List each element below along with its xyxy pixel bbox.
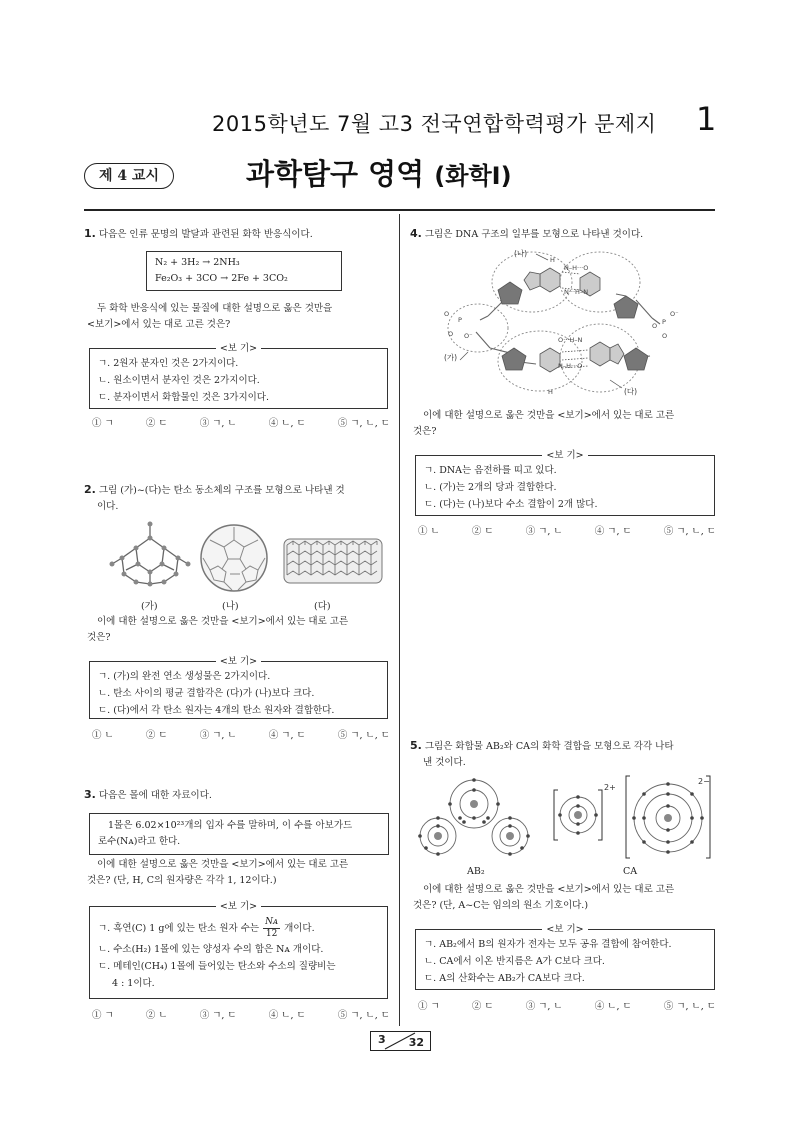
q1-choice-5[interactable]: ⑤ ㄱ, ㄴ, ㄷ bbox=[337, 418, 390, 429]
q3-prompt bbox=[84, 787, 390, 804]
diamond-structure-figure bbox=[108, 518, 192, 592]
subject-sub: (화학Ⅰ) bbox=[434, 162, 512, 190]
svg-text:P: P bbox=[662, 318, 666, 326]
q2-caption-na: (나) bbox=[222, 601, 239, 612]
q3-question-l1: 이에 대한 설명으로 옳은 것만을 <보기>에서 있는 대로 고른 bbox=[97, 859, 349, 870]
svg-text:O⁻: O⁻ bbox=[670, 310, 679, 318]
q3-prompt-text: 다음은 몰에 대한 자료이다. bbox=[98, 790, 212, 801]
q2-prompt-l1: 그림 (가)~(다)는 탄소 동소체의 구조를 모형으로 나타낸 것 bbox=[98, 485, 345, 496]
q1-question bbox=[87, 301, 393, 333]
q3-fraction-num: Nᴀ bbox=[265, 916, 279, 927]
q5-bogi-box bbox=[415, 924, 715, 990]
q3-item-3: ㄷ. 메테인(CH₄) 1몰에 들어있는 탄소와 수소의 질량비는 bbox=[98, 961, 336, 972]
q1-question-l2: <보기>에서 있는 대로 고른 것은? bbox=[87, 319, 231, 330]
q4-prompt-text: 그림은 DNA 구조의 일부를 모형으로 나타낸 것이다. bbox=[424, 229, 644, 240]
svg-text:P: P bbox=[458, 316, 462, 324]
q5-choices bbox=[418, 998, 716, 1012]
q1-number: 1. bbox=[84, 227, 96, 240]
q5-choice-4[interactable]: ④ ㄴ, ㄷ bbox=[594, 1001, 632, 1012]
svg-text:N–H···O: N–H···O bbox=[558, 362, 583, 370]
q5-bogi-label: <보 기> bbox=[542, 924, 587, 935]
period-badge: 제 4 교시 bbox=[84, 163, 174, 189]
svg-text:O: O bbox=[444, 310, 450, 318]
q1-choices bbox=[92, 415, 390, 429]
q5-caption-ab2: AB₂ bbox=[467, 866, 485, 877]
subject-title bbox=[246, 152, 512, 193]
q2-caption-da: (다) bbox=[314, 601, 331, 612]
q1-question-l1: 두 화학 반응식에 있는 물질에 대한 설명으로 옳은 것만을 bbox=[97, 303, 333, 314]
svg-text:O⁻: O⁻ bbox=[464, 332, 473, 340]
q1-prompt-text: 다음은 인류 문명의 발달과 관련된 화학 반응식이다. bbox=[98, 229, 313, 240]
q2-bogi-box bbox=[89, 656, 388, 719]
q4-choices bbox=[418, 523, 716, 537]
svg-text:H: H bbox=[548, 388, 553, 396]
q5-question bbox=[413, 882, 719, 914]
q2-choice-1[interactable]: ① ㄴ bbox=[92, 730, 114, 741]
q5-choice-2[interactable]: ② ㄷ bbox=[471, 1001, 494, 1012]
q4-item-1: ㄱ. DNA는 음전하를 띠고 있다. bbox=[424, 465, 557, 476]
q5-prompt-l1: 그림은 화합물 AB₂와 CA의 화학 결합을 모형으로 각각 나타 bbox=[424, 741, 674, 752]
q1-bogi-box bbox=[89, 343, 388, 409]
page-footer bbox=[370, 1031, 431, 1051]
q2-bogi-label: <보 기> bbox=[216, 656, 261, 667]
q2-prompt-l2: 이다. bbox=[97, 501, 119, 512]
q3-item-2: ㄴ. 수소(H₂) 1몰에 있는 양성자 수의 합은 Nᴀ 개이다. bbox=[98, 944, 324, 955]
svg-text:O: O bbox=[652, 322, 658, 330]
q3-choice-1[interactable]: ① ㄱ bbox=[92, 1010, 114, 1021]
q3-item-3-l2: 4 : 1이다. bbox=[112, 978, 155, 989]
q1-item-1: ㄱ. 2원자 분자인 것은 2가지이다. bbox=[98, 358, 239, 369]
q1-equation-box bbox=[146, 251, 342, 291]
q4-choice-5[interactable]: ⑤ ㄱ, ㄴ, ㄷ bbox=[663, 526, 716, 537]
q4-item-2: ㄴ. (가)는 2개의 당과 결합한다. bbox=[424, 482, 557, 493]
q4-item-3: ㄷ. (다)는 (나)보다 수소 결합이 2개 많다. bbox=[424, 499, 598, 510]
q2-question bbox=[87, 614, 393, 646]
q5-prompt-l2: 낸 것이다. bbox=[423, 757, 466, 768]
subject-main: 과학탐구 영역 bbox=[246, 157, 425, 191]
q4-prompt bbox=[410, 226, 716, 243]
q2-item-1: ㄱ. (가)의 완전 연소 생성물은 2가지이다. bbox=[98, 671, 271, 682]
q5-choice-3[interactable]: ③ ㄱ, ㄴ bbox=[525, 1001, 563, 1012]
q3-choice-2[interactable]: ② ㄴ bbox=[145, 1010, 168, 1021]
q5-item-1: ㄱ. AB₂에서 B의 원자가 전자는 모두 공유 결합에 참여한다. bbox=[424, 939, 672, 950]
q2-question-l2: 것은? bbox=[87, 632, 111, 643]
q4-bogi-label: <보 기> bbox=[542, 450, 587, 461]
q2-number: 2. bbox=[84, 483, 96, 496]
q3-item-1 bbox=[98, 915, 379, 941]
q4-choice-2[interactable]: ② ㄷ bbox=[471, 526, 494, 537]
q3-question-l2: 것은? (단, H, C의 원자량은 각각 1, 12이다.) bbox=[87, 875, 277, 886]
header-rule bbox=[84, 209, 715, 211]
q3-choices bbox=[92, 1007, 390, 1021]
q2-choice-5[interactable]: ⑤ ㄱ, ㄴ, ㄷ bbox=[337, 730, 390, 741]
page-number: 1 bbox=[696, 100, 717, 138]
q3-bogi-box bbox=[89, 901, 388, 999]
dna-structure-figure bbox=[440, 244, 690, 406]
q5-question-l2: 것은? (단, A~C는 임의의 원소 기호이다.) bbox=[413, 900, 589, 911]
q4-choice-4[interactable]: ④ ㄱ, ㄷ bbox=[594, 526, 632, 537]
q3-choice-3[interactable]: ③ ㄱ, ㄷ bbox=[199, 1010, 237, 1021]
q3-box-l1: 1몰은 6.02×10²³개의 입자 수를 말하며, 이 수를 아보가드 bbox=[108, 820, 353, 831]
svg-text:O: O bbox=[662, 332, 668, 340]
q1-choice-2[interactable]: ② ㄷ bbox=[145, 418, 168, 429]
q2-prompt bbox=[84, 482, 392, 515]
dna-label-da: (다) bbox=[624, 387, 638, 396]
q3-box-l2: 로수(Nᴀ)라고 한다. bbox=[98, 836, 181, 847]
footer-page: 3 bbox=[378, 1033, 386, 1046]
q4-question bbox=[413, 408, 719, 440]
q4-bogi-box bbox=[415, 450, 715, 516]
column-divider bbox=[399, 214, 400, 1026]
q4-choice-1[interactable]: ① ㄴ bbox=[418, 526, 440, 537]
a-ion-charge: 2− bbox=[698, 777, 710, 786]
dna-label-na: (나) bbox=[514, 249, 528, 258]
q3-fraction bbox=[263, 917, 280, 940]
q1-eq2: Fe₂O₃ + 3CO → 2Fe + 3CO₂ bbox=[155, 273, 288, 284]
q5-choice-5[interactable]: ⑤ ㄱ, ㄴ, ㄷ bbox=[663, 1001, 716, 1012]
q2-choices bbox=[92, 727, 390, 741]
c-ion-charge: 2+ bbox=[604, 783, 616, 792]
q1-item-2: ㄴ. 원소이면서 분자인 것은 2가지이다. bbox=[98, 375, 260, 386]
q4-number: 4. bbox=[410, 227, 422, 240]
q3-choice-5[interactable]: ⑤ ㄱ, ㄴ, ㄷ bbox=[337, 1010, 390, 1021]
q5-choice-1[interactable]: ① ㄱ bbox=[418, 1001, 440, 1012]
q4-question-l1: 이에 대한 설명으로 옳은 것만을 <보기>에서 있는 대로 고른 bbox=[423, 410, 675, 421]
q4-question-l2: 것은? bbox=[413, 426, 437, 437]
q3-info-box bbox=[89, 813, 389, 855]
q5-prompt bbox=[410, 738, 716, 771]
q5-item-3: ㄷ. A의 산화수는 AB₂가 CA보다 크다. bbox=[424, 973, 585, 984]
q3-item1-pre: ㄱ. 흑연(C) 1 g에 있는 탄소 원자 수는 bbox=[98, 922, 260, 934]
q3-fraction-den: 12 bbox=[265, 928, 278, 939]
q1-eq1: N₂ + 3H₂ → 2NH₃ bbox=[155, 257, 240, 268]
exam-title: 2015학년도 7월 고3 전국연합학력평가 문제지 bbox=[212, 112, 657, 136]
q5-item-2: ㄴ. CA에서 이온 반지름은 A가 C보다 크다. bbox=[424, 956, 605, 967]
q2-caption-ga: (가) bbox=[141, 601, 158, 612]
q4-choice-3[interactable]: ③ ㄱ, ㄴ bbox=[525, 526, 563, 537]
q3-number: 3. bbox=[84, 788, 96, 801]
ab2-covalent-model bbox=[418, 778, 530, 864]
dna-label-ga: (가) bbox=[444, 353, 458, 362]
q3-item1-post: 개이다. bbox=[284, 922, 315, 934]
q1-item-3: ㄷ. 분자이면서 화합물인 것은 3가지이다. bbox=[98, 392, 269, 403]
q2-item-3: ㄷ. (다)에서 각 탄소 원자는 4개의 탄소 원자와 결합한다. bbox=[98, 705, 335, 716]
q3-question bbox=[87, 857, 393, 889]
q5-number: 5. bbox=[410, 739, 422, 752]
q1-choice-1[interactable]: ① ㄱ bbox=[92, 418, 114, 429]
q2-question-l1: 이에 대한 설명으로 옳은 것만을 <보기>에서 있는 대로 고른 bbox=[97, 616, 349, 627]
svg-text:N···H–N: N···H–N bbox=[564, 288, 589, 296]
svg-text:H: H bbox=[550, 256, 555, 264]
q3-choice-4[interactable]: ④ ㄴ, ㄷ bbox=[268, 1010, 306, 1021]
q2-choice-4[interactable]: ④ ㄱ, ㄷ bbox=[268, 730, 306, 741]
q2-choice-3[interactable]: ③ ㄱ, ㄴ bbox=[199, 730, 237, 741]
q1-bogi-label: <보 기> bbox=[216, 343, 261, 354]
nanotube-figure bbox=[283, 537, 383, 587]
ca-ionic-model bbox=[552, 772, 716, 864]
q5-question-l1: 이에 대한 설명으로 옳은 것만을 <보기>에서 있는 대로 고른 bbox=[423, 884, 675, 895]
fullerene-figure bbox=[198, 522, 270, 594]
svg-text:O···H–N: O···H–N bbox=[558, 336, 583, 344]
svg-text:N–H···O: N–H···O bbox=[564, 264, 589, 272]
q2-item-2: ㄴ. 탄소 사이의 평균 결합각은 (다)가 (나)보다 크다. bbox=[98, 688, 315, 699]
q3-bogi-label: <보 기> bbox=[216, 901, 261, 912]
q1-prompt bbox=[84, 226, 390, 243]
q5-caption-ca: CA bbox=[623, 866, 638, 877]
svg-text:O: O bbox=[448, 330, 454, 338]
q1-choice-3[interactable]: ③ ㄱ, ㄴ bbox=[199, 418, 237, 429]
q1-choice-4[interactable]: ④ ㄴ, ㄷ bbox=[268, 418, 306, 429]
q2-choice-2[interactable]: ② ㄷ bbox=[145, 730, 168, 741]
footer-total: 32 bbox=[408, 1036, 424, 1049]
